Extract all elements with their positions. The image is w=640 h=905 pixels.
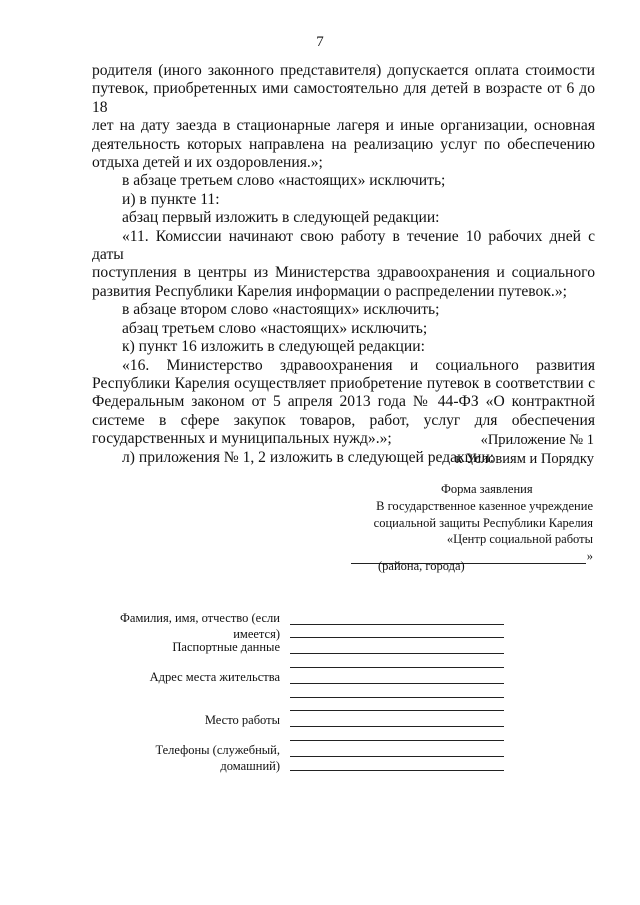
address-line-3[interactable] xyxy=(290,710,504,711)
full-name-line-1[interactable] xyxy=(290,624,504,625)
phones-label xyxy=(155,743,280,774)
workplace-line-1[interactable] xyxy=(290,726,504,727)
address-line-1[interactable] xyxy=(290,683,504,684)
body-line: развития Республики Карелия информации о распределении путевок.»; xyxy=(92,282,567,300)
field-label-line: домашний) xyxy=(220,758,280,773)
district-caption: (района, города) xyxy=(378,559,465,573)
amendment-item: абзац первый изложить в следующей редакции: xyxy=(122,209,440,227)
amendment-item: к) пункт 16 изложить в следующей редакции: xyxy=(122,338,425,356)
amendment-item: в абзаце втором слово «настоящих» исключить; xyxy=(122,301,440,319)
amendment-item: л) приложения № 1, 2 изложить в следующей редакции: xyxy=(122,448,495,466)
passport-line-1[interactable] xyxy=(290,653,504,654)
body-line: деятельность которых направлена на реализацию услуг по обеспечению xyxy=(92,135,595,153)
body-line: «11. Комиссии начинают свою работу в течение 10 рабочих дней с даты xyxy=(92,227,595,264)
appendix-reference: к Условиям и Порядку xyxy=(455,451,594,467)
amendment-item: абзац третьем слово «настоящих» исключить; xyxy=(122,319,428,337)
body-line: системе в сфере закупок товаров, работ, услуг для обеспечения xyxy=(92,411,595,429)
field-label-line: имеется) xyxy=(233,626,280,641)
body-line: поступления в центры из Министерства здравоохранения и социального xyxy=(92,264,595,282)
closing-quote: » xyxy=(586,548,593,563)
addressee-block xyxy=(293,498,593,564)
body-line: государственных и муниципальных нужд».»; xyxy=(92,430,392,448)
full-name-line-2[interactable] xyxy=(290,637,504,638)
address-label: Адрес места жительства xyxy=(149,670,280,684)
address-line-2[interactable] xyxy=(290,697,504,698)
body-line: «16. Министерство здравоохранения и социального развития xyxy=(122,356,595,374)
amendment-item: и) в пункте 11: xyxy=(122,190,220,208)
form-title: Форма заявления xyxy=(441,482,533,496)
amendment-item: в абзаце третьем слово «настоящих» исключить; xyxy=(122,172,446,190)
workplace-label: Место работы xyxy=(204,713,280,727)
body-line: родителя (иного законного представителя) допускается оплата стоимости xyxy=(92,62,595,79)
addressee-line: социальной защиты Республики Карелия xyxy=(373,515,593,530)
body-line: отдыха детей и их оздоровления.»; xyxy=(92,154,323,172)
addressee-line: «Центр социальной работы xyxy=(446,532,593,546)
body-line: лет на дату заезда в стационарные лагеря и иные организации, основная xyxy=(92,117,595,135)
body-line: Республики Карелия осуществляет приобретение путевок в соответствии с xyxy=(92,374,595,392)
workplace-line-2[interactable] xyxy=(290,740,504,741)
appendix-number: «Приложение № 1 xyxy=(480,432,594,448)
body-line: Федеральным законом от 5 апреля 2013 года № 44-ФЗ «О контрактной xyxy=(92,393,595,411)
passport-line-2[interactable] xyxy=(290,667,504,668)
phones-line-2[interactable] xyxy=(290,770,504,771)
document-body xyxy=(92,62,595,467)
appendix-heading xyxy=(455,431,594,469)
body-line: путевок, приобретенных ими самостоятельно для детей в возрасте от 6 до 18 xyxy=(92,80,595,116)
addressee-line: В государственное казенное учреждение xyxy=(376,499,593,513)
passport-label: Паспортные данные xyxy=(172,640,280,654)
field-label-line: Фамилия, имя, отчество (если xyxy=(120,611,280,625)
phones-line-1[interactable] xyxy=(290,756,504,757)
full-name-label xyxy=(120,611,280,642)
field-label-line: Телефоны (служебный, xyxy=(155,743,280,757)
page-number: 7 xyxy=(316,34,324,50)
